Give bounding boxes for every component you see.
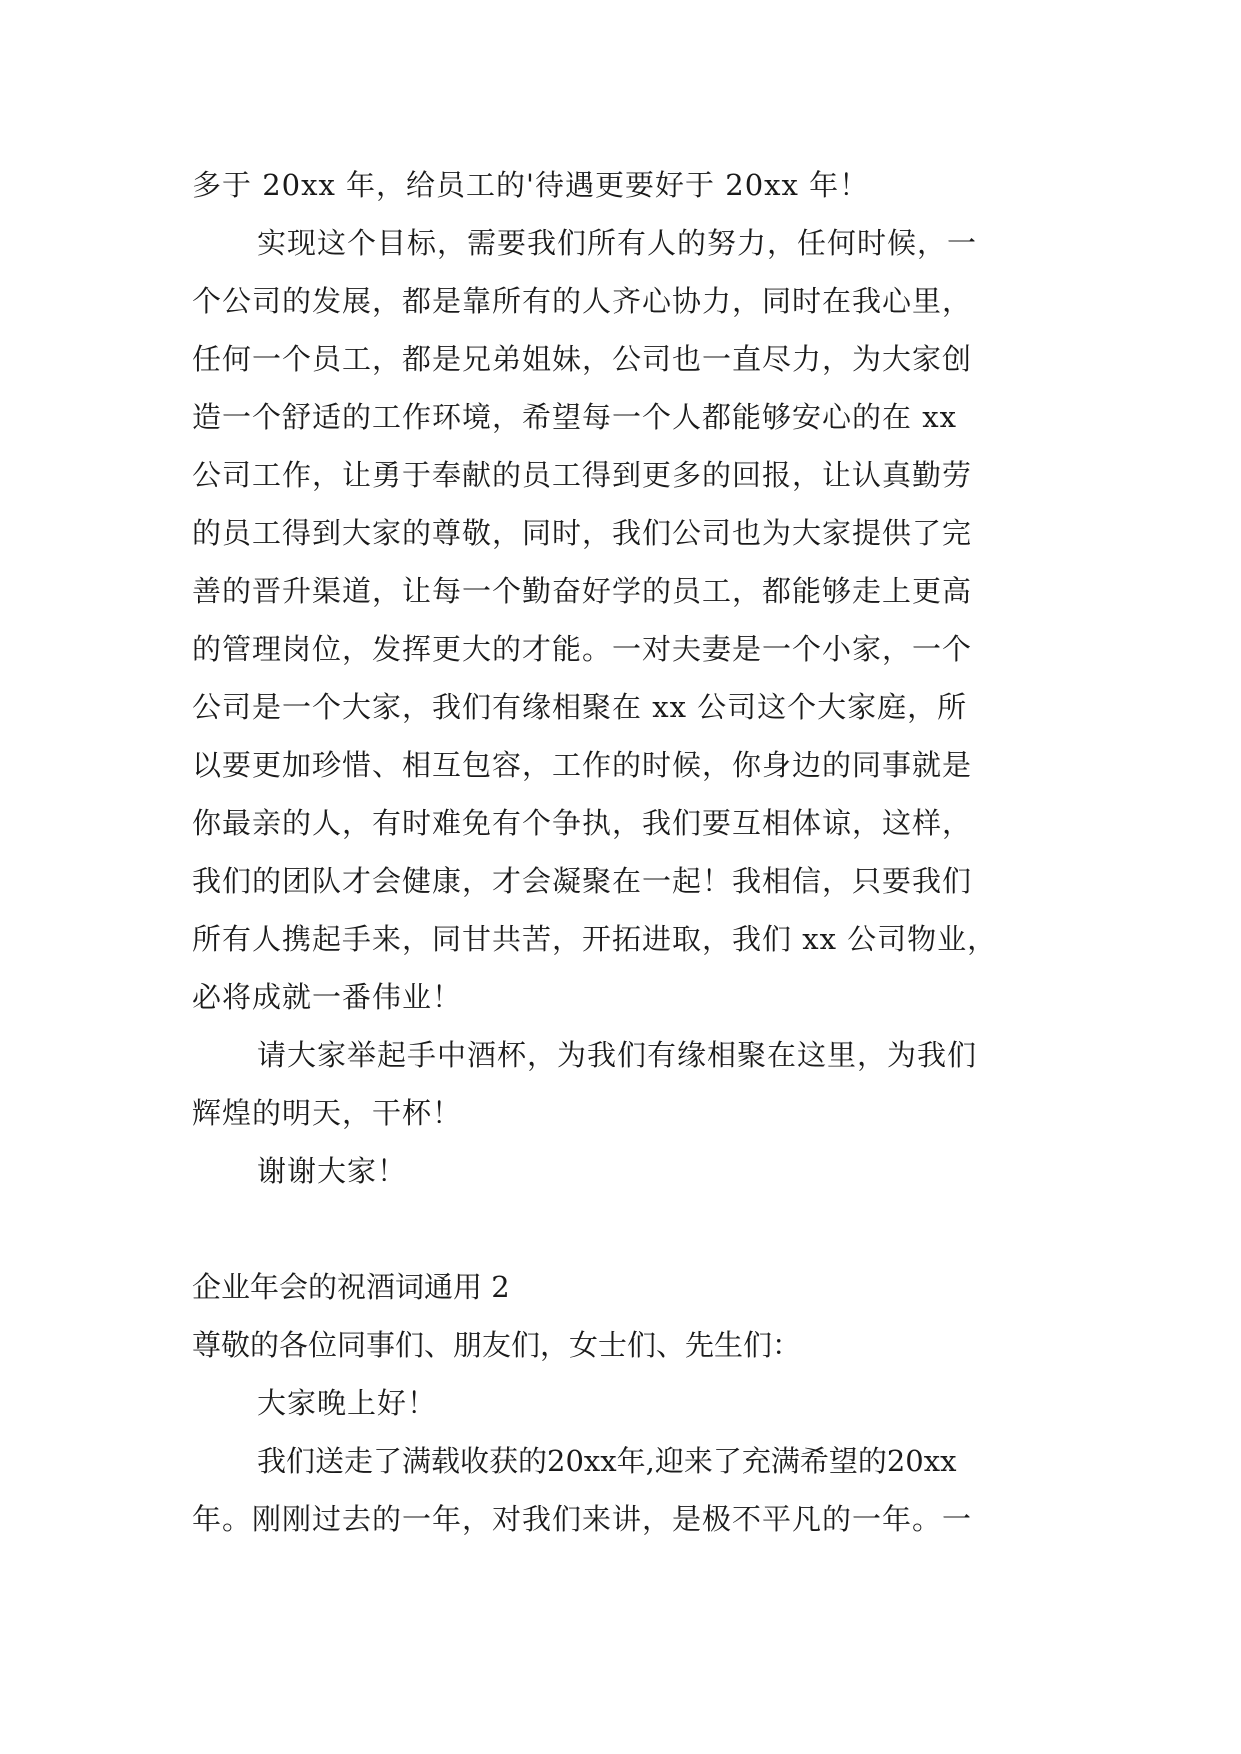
paragraph-line: 你最亲的人，有时难免有个争执，我们要互相体谅，这样， [192, 806, 973, 840]
paragraph-line: 谢谢大家！ [257, 1154, 408, 1188]
paragraph-line: 多于 20xx 年，给员工的'待遇更要好于 20xx 年！ [192, 168, 870, 202]
section-title: 企业年会的祝酒词通用 2 [192, 1270, 510, 1304]
paragraph-line: 实现这个目标，需要我们所有人的努力，任何时候，一 [257, 226, 978, 260]
paragraph-line: 个公司的发展，都是靠所有的人齐心协力，同时在我心里， [192, 284, 973, 318]
paragraph-line: 造一个舒适的工作环境，希望每一个人都能够安心的在 xx [192, 400, 957, 434]
paragraph-line: 请大家举起手中酒杯，为我们有缘相聚在这里，为我们 [257, 1038, 978, 1072]
paragraph-line: 的员工得到大家的尊敬，同时，我们公司也为大家提供了完 [192, 516, 973, 550]
paragraph-line: 我们送走了满载收获的20xx年,迎来了充满希望的20xx [257, 1444, 957, 1478]
paragraph-line: 年。刚刚过去的一年，对我们来讲，是极不平凡的一年。一 [192, 1502, 973, 1536]
salutation-line: 尊敬的各位同事们、朋友们，女士们、先生们： [192, 1328, 802, 1362]
paragraph-line: 的管理岗位，发挥更大的才能。一对夫妻是一个小家，一个 [192, 632, 973, 666]
paragraph-line: 公司工作，让勇于奉献的员工得到更多的回报，让认真勤劳 [192, 458, 973, 492]
paragraph-line: 辉煌的明天，干杯！ [192, 1096, 463, 1130]
paragraph-line: 善的晋升渠道，让每一个勤奋好学的员工，都能够走上更高 [192, 574, 973, 608]
paragraph-line: 我们的团队才会健康，才会凝聚在一起！我相信，只要我们 [192, 864, 973, 898]
paragraph-line: 以要更加珍惜、相互包容，工作的时候，你身边的同事就是 [192, 748, 973, 782]
paragraph-line: 大家晚上好！ [257, 1386, 438, 1420]
paragraph-line: 所有人携起手来，同甘共苦，开拓进取，我们 xx 公司物业， [192, 922, 998, 956]
paragraph-line: 公司是一个大家，我们有缘相聚在 xx 公司这个大家庭，所 [192, 690, 968, 724]
paragraph-line: 必将成就一番伟业！ [192, 980, 463, 1014]
paragraph-line: 任何一个员工，都是兄弟姐妹，公司也一直尽力，为大家创 [192, 342, 973, 376]
